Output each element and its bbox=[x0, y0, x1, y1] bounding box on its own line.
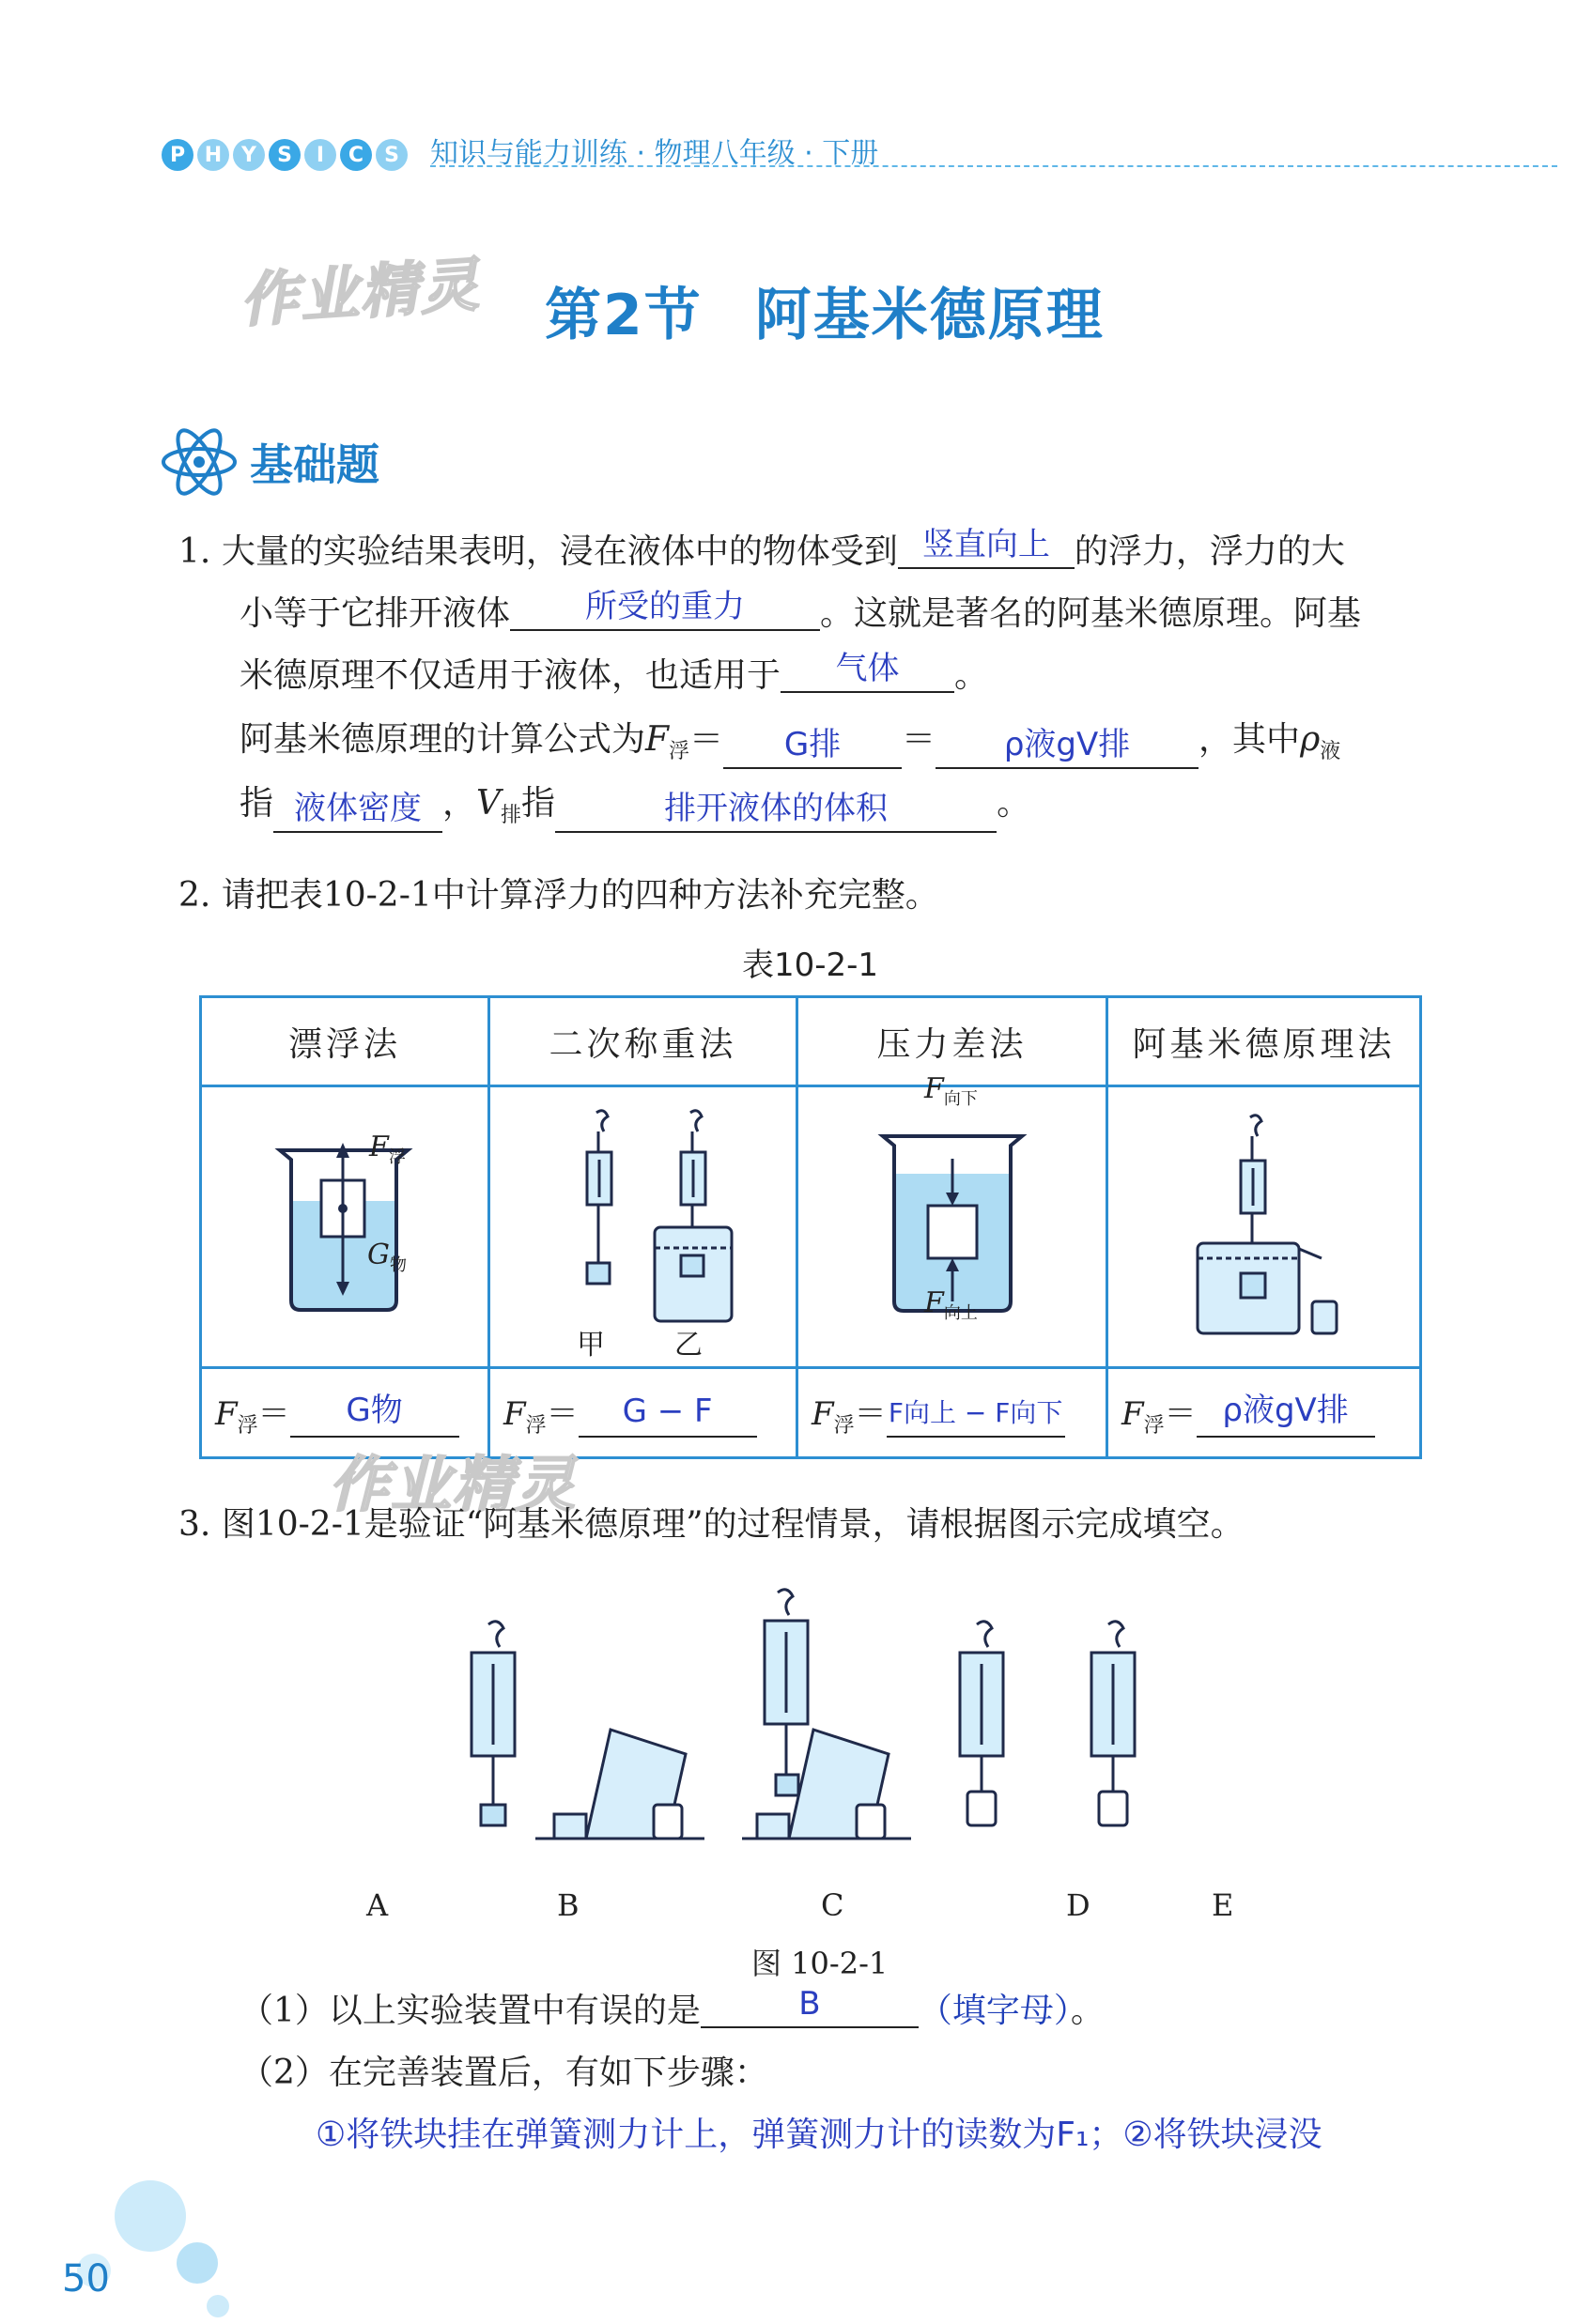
figure-label-b: B bbox=[557, 1887, 580, 1923]
answer: G物 bbox=[346, 1392, 403, 1430]
table-header: 漂浮法 bbox=[201, 997, 489, 1086]
answer: ρ液gV排 bbox=[1003, 726, 1131, 764]
logo-letter: H bbox=[197, 139, 229, 171]
q1-text: 米德原理不仅适用于液体，也适用于 bbox=[240, 656, 781, 695]
watermark-top: 作业精灵 bbox=[238, 250, 483, 335]
answer-blank bbox=[273, 790, 442, 833]
answer: ρ液gV排 bbox=[1222, 1392, 1349, 1430]
answer: 所受的重力 bbox=[585, 588, 746, 625]
q3-number: 3. bbox=[178, 1505, 211, 1544]
logo-letter: I bbox=[304, 139, 336, 171]
answer: 气体 bbox=[835, 650, 900, 687]
q3-sub1 bbox=[240, 1985, 1105, 2030]
table-header: 压力差法 bbox=[797, 997, 1107, 1086]
logo-letter: S bbox=[269, 139, 301, 171]
q1-text: 小等于它排开液体 bbox=[240, 594, 511, 633]
category-heading bbox=[160, 424, 379, 500]
answer-blank bbox=[555, 790, 997, 833]
q1-line1 bbox=[178, 526, 1345, 571]
atom-icon bbox=[160, 424, 239, 500]
answer-blank bbox=[887, 1397, 1065, 1438]
answer: 竖直向上 bbox=[921, 526, 1050, 563]
answer: G排 bbox=[783, 726, 842, 764]
floating-diagram: $F_浮$ $G_物$ bbox=[201, 1086, 489, 1368]
figure-label-e: E bbox=[1212, 1887, 1234, 1923]
answer: G − F bbox=[622, 1393, 713, 1431]
experiment-figure bbox=[451, 1587, 1277, 1869]
q1-text: 。这就是著名的阿基米德原理。阿基 bbox=[820, 594, 1362, 633]
q1-text: 。 bbox=[997, 784, 1031, 823]
q2-prompt bbox=[178, 876, 939, 915]
answer: 液体密度 bbox=[294, 790, 423, 828]
figure-caption: 图 10-2-1 bbox=[751, 1946, 889, 1981]
logo-letter: P bbox=[162, 139, 193, 171]
answer-blank bbox=[701, 1985, 919, 2028]
q3-sub2-answer: ①将铁块挂在弹簧测力计上，弹簧测力计的读数为F₁；②将铁块浸没 bbox=[316, 2116, 1322, 2154]
answer-blank bbox=[781, 650, 954, 693]
answer: B bbox=[798, 1985, 821, 2023]
q3-sub1-text: （1）以上实验装置中有误的是 bbox=[240, 1992, 701, 2030]
table-title: 表10-2-1 bbox=[742, 947, 879, 984]
logo-letter: Y bbox=[233, 139, 265, 171]
formula-cell: $F_浮=$ G物 bbox=[201, 1368, 489, 1458]
q1-text: 大量的实验结果表明，浸在液体中的物体受到 bbox=[221, 532, 898, 571]
answer: 排开液体的体积 bbox=[664, 790, 889, 828]
page-number: 50 bbox=[62, 2257, 110, 2301]
answer-blank bbox=[510, 588, 820, 631]
section-name: 阿基米德原理 bbox=[754, 283, 1105, 348]
two-weighing-diagram bbox=[489, 1086, 797, 1368]
q3-sub1-hint: （填字母） bbox=[918, 1992, 1071, 2030]
figure-label-d: D bbox=[1066, 1887, 1090, 1923]
logo-letter: C bbox=[340, 139, 372, 171]
book-title: 知识与能力训练 · 物理八年级 · 下册 bbox=[430, 137, 879, 170]
formula-cell: $F_浮=$ G − F bbox=[489, 1368, 797, 1458]
overflow-can-icon bbox=[1184, 1108, 1344, 1343]
header-logo bbox=[162, 139, 408, 171]
pressure-diff-diagram: $F_{向下}$ $F_{向上}$ bbox=[797, 1086, 1107, 1368]
table-header: 阿基米德原理法 bbox=[1107, 997, 1421, 1086]
label-yi: 乙 bbox=[674, 1328, 703, 1362]
q1-text: 。 bbox=[954, 656, 989, 695]
answer: F向上 − F向下 bbox=[888, 1397, 1063, 1429]
q1-number: 1. bbox=[178, 532, 211, 571]
formula-cell: $F_浮=$ ρ液gV排 bbox=[1107, 1368, 1421, 1458]
q3-prompt bbox=[178, 1505, 1245, 1544]
q3-sub2: （2）在完善装置后，有如下步骤： bbox=[240, 2054, 768, 2092]
archimedes-diagram bbox=[1107, 1086, 1421, 1368]
header-divider bbox=[430, 165, 1557, 167]
q1-text: ，其中 bbox=[1199, 720, 1301, 759]
logo-letter: S bbox=[376, 139, 408, 171]
section-number: 第2节 bbox=[545, 283, 703, 348]
answer-blank bbox=[898, 526, 1075, 569]
methods-table bbox=[199, 995, 1422, 1459]
watermark-mid: 作业精灵 bbox=[329, 1451, 577, 1520]
f-fu-label: 浮 bbox=[388, 1147, 406, 1167]
page-title bbox=[545, 270, 1105, 351]
table-header: 二次称重法 bbox=[489, 997, 797, 1086]
q1-line3 bbox=[240, 650, 989, 695]
q2-text: 请把表10-2-1中计算浮力的四种方法补充完整。 bbox=[221, 876, 939, 915]
category-label: 基础题 bbox=[250, 439, 379, 490]
q2-number: 2. bbox=[178, 876, 211, 915]
spring-scale-pair-icon bbox=[549, 1103, 737, 1347]
label-jia: 甲 bbox=[577, 1328, 605, 1362]
q1-line5: 指 液体密度 ，$V_排$指 排开液体的体积 。 bbox=[240, 787, 1030, 833]
q1-text: 阿基米德原理的计算公式为 bbox=[240, 720, 646, 759]
q1-text: 指 bbox=[240, 784, 274, 823]
q3-sub1-text: 。 bbox=[1070, 1992, 1105, 2030]
figure-label-c: C bbox=[821, 1887, 844, 1923]
answer-blank bbox=[936, 726, 1199, 769]
q1-line4: 阿基米德原理的计算公式为$F_浮=$ G排 ＝ ρ液gV排 ，其中$\rho_液$ bbox=[240, 723, 1340, 769]
q3-text: 图10-2-1是验证“阿基米德原理”的过程情景，请根据图示完成填空。 bbox=[221, 1505, 1245, 1544]
q1-line2 bbox=[240, 588, 1362, 633]
formula-cell: $F_浮=$ F向上 − F向下 bbox=[797, 1368, 1107, 1458]
figure-label-a: A bbox=[366, 1887, 389, 1923]
q1-text: 的浮力，浮力的大 bbox=[1074, 532, 1345, 571]
q1-text: 指 bbox=[521, 784, 556, 823]
answer-blank bbox=[723, 726, 902, 769]
